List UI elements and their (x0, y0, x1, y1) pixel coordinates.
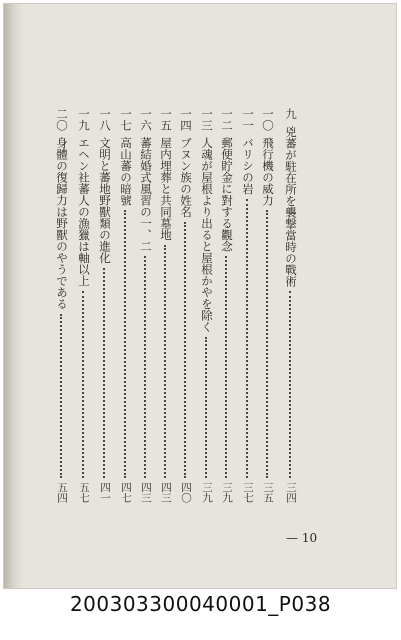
toc-leader-dots (103, 268, 107, 479)
toc-entry-title: 身體の復歸力は野獸のやうである (55, 137, 69, 310)
toc-leader-dots (205, 337, 209, 479)
toc-entry (219, 108, 235, 503)
toc-leader-dots (144, 256, 148, 478)
toc-entry-number: 一〇 (261, 108, 275, 131)
toc-entry-page: 五七 (78, 482, 90, 503)
page-number: — 10 (286, 531, 318, 545)
toc-entry-title: 屋内埋葬と共同墓地 (159, 137, 173, 241)
toc-entry-page: 四三 (140, 482, 152, 503)
toc-entry-number: 一九 (77, 108, 91, 131)
toc-entry-title: 飛行機の威力 (261, 137, 275, 206)
toc-entry-number: 一一 (241, 108, 255, 131)
toc-entry (76, 108, 92, 503)
toc-entry-number: 一四 (179, 108, 193, 131)
toc-leader-dots (289, 291, 293, 479)
page-gutter (4, 4, 24, 588)
toc-entry-page: 四三 (160, 482, 172, 503)
toc-entry-title: 郵便貯金に對する觀念 (220, 137, 234, 252)
toc-entry-title: 蕃結婚式風習の一、二 (139, 137, 153, 252)
toc-entry-title: 兇蕃が駐在所を襲撃當時の戰術 (284, 125, 298, 287)
toc-entry-title: バリシの岩 (241, 137, 255, 195)
toc-entry-number: 一八 (98, 108, 112, 131)
toc-entry-title: 高山蕃の暗號 (119, 137, 133, 206)
toc-leader-dots (266, 210, 270, 478)
toc-entry-title: 文明と蕃地野獸類の進化 (98, 137, 112, 264)
toc-entry-page: 三九 (221, 482, 233, 503)
toc-entry (199, 108, 215, 503)
toc-entry-title: 人魂が屋根より出ると屋根かやを除く (200, 137, 214, 333)
toc-entry-page: 三九 (201, 482, 213, 503)
toc-entry-number: 一二 (220, 108, 234, 131)
toc-entry-page: 四〇 (180, 482, 192, 503)
toc-leader-dots (82, 291, 86, 479)
toc-entry-number: 一五 (159, 108, 173, 131)
toc-entry-number: 一三 (200, 108, 214, 131)
toc-leader-dots (124, 210, 128, 478)
toc-entry (97, 108, 113, 503)
toc-entry (158, 108, 174, 503)
toc-leader-dots (164, 245, 168, 479)
toc-entry-page: 五四 (56, 482, 68, 503)
toc-entry-page: 三七 (242, 482, 254, 503)
toc-entry (138, 108, 154, 503)
toc-leader-dots (184, 222, 188, 479)
toc-entry-title: ブヌン族の姓名 (179, 137, 193, 218)
toc-entry (54, 108, 70, 503)
toc-entry-page: 三四 (285, 482, 297, 503)
toc-entry (118, 108, 134, 503)
toc-entry-page: 三五 (262, 482, 274, 503)
book-page (3, 3, 397, 589)
toc-leader-dots (246, 199, 250, 479)
toc-entry (260, 108, 276, 503)
toc-entry (240, 108, 256, 503)
toc-entry (283, 108, 299, 503)
toc-leader-dots (60, 314, 64, 479)
toc-entry-number: 二〇 (55, 108, 69, 131)
toc-entry-page: 四一 (99, 482, 111, 503)
toc-leader-dots (225, 256, 229, 478)
toc-entry-number: 一七 (119, 108, 133, 131)
toc-entry-page: 四七 (120, 482, 132, 503)
toc-entry-title: エヘン社蕃人の漁獵は軸以上 (77, 137, 91, 287)
toc-entry (178, 108, 194, 503)
toc-entry-number: 一六 (139, 108, 153, 131)
toc-entry-number: 九 (284, 108, 298, 120)
image-id-caption: 200303300040001_P038 (69, 592, 332, 616)
